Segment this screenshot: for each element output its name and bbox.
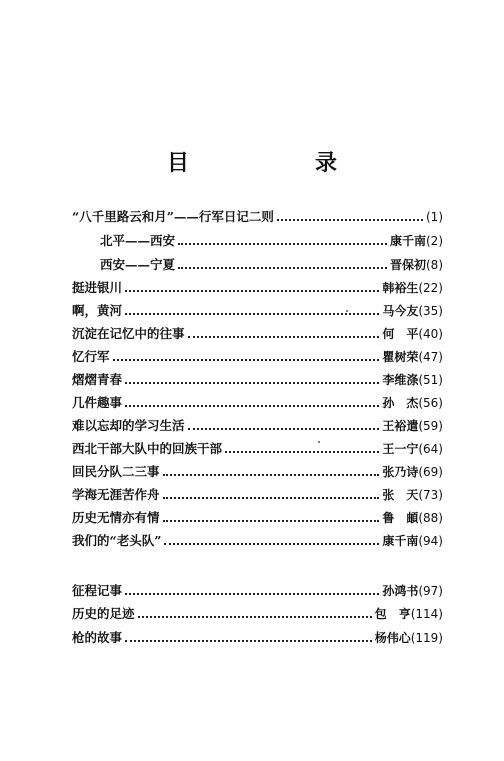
entry-title: 学海无涯苦作舟 <box>72 487 160 502</box>
dot-leader <box>113 359 380 361</box>
dot-leader <box>125 382 379 384</box>
entry-author: 康千南 <box>382 534 419 548</box>
entry-title: 枪的故事 <box>72 630 123 645</box>
entry-author: 韩裕生 <box>382 281 419 295</box>
entry-title: 我们的“老头队” <box>72 533 162 548</box>
toc-entry <box>100 253 443 273</box>
entry-title: 西北干部大队中的回族干部 <box>72 441 223 456</box>
toc-entry <box>72 460 443 480</box>
toc-entry <box>72 205 443 225</box>
toc-entry <box>72 391 443 411</box>
entry-author: 王一宁 <box>382 442 419 456</box>
dot-leader <box>188 336 380 338</box>
entry-title: 历史的足迹 <box>72 606 135 621</box>
entry-title: 西安——宁夏 <box>100 257 176 272</box>
dot-leader <box>164 543 379 545</box>
print-speck <box>346 310 348 312</box>
dot-leader <box>125 290 379 292</box>
entry-title: 征程记事 <box>72 583 123 598</box>
entry-page: (97) <box>418 584 443 598</box>
dot-leader <box>277 219 423 221</box>
toc-entry <box>72 483 443 503</box>
entry-page: (114) <box>410 607 443 621</box>
entry-author: 康千南 <box>389 234 426 248</box>
toc-entry <box>72 602 443 622</box>
dot-leader <box>178 243 387 245</box>
entry-title: 几件趣事 <box>72 395 123 410</box>
entry-author: 杨伟心 <box>374 631 411 645</box>
toc-entry <box>72 579 443 599</box>
entry-title: 挺进银川 <box>72 280 123 295</box>
entry-page: (22) <box>418 281 443 295</box>
toc-entry <box>72 414 443 434</box>
entry-page: (73) <box>418 488 443 502</box>
entry-page: (64) <box>418 442 443 456</box>
entry-page: (40) <box>418 327 443 341</box>
print-speck <box>318 441 320 443</box>
entry-title: 沉淀在记忆中的往事 <box>72 326 185 341</box>
dot-leader <box>125 405 379 407</box>
entry-author: 李维涤 <box>382 373 419 387</box>
dot-leader <box>125 313 379 315</box>
entry-title: 啊，黄河 <box>72 303 123 318</box>
dot-leader <box>188 428 380 430</box>
entry-page: (1) <box>426 210 443 224</box>
entry-page: (47) <box>418 350 443 364</box>
toc-entry <box>72 626 443 646</box>
dot-leader <box>125 640 372 642</box>
page-title: 目 录 <box>166 150 389 176</box>
toc-entry <box>72 437 443 457</box>
toc-entry <box>72 322 443 342</box>
entry-page: (51) <box>418 373 443 387</box>
entry-page: (2) <box>426 234 443 248</box>
toc-entry <box>72 506 443 526</box>
entry-page: (35) <box>418 304 443 318</box>
entry-author: 晋保初 <box>389 258 426 272</box>
dot-leader <box>178 267 387 269</box>
entry-author: 张乃诗 <box>382 465 419 479</box>
entry-author: 马今友 <box>382 304 419 318</box>
entry-author: 孙 杰 <box>382 396 419 410</box>
entry-title: 忆行军 <box>72 349 110 364</box>
entry-author: 何 平 <box>382 327 419 341</box>
entry-author: 张 天 <box>382 488 419 502</box>
entry-author: 包 亨 <box>374 607 411 621</box>
toc-entry <box>72 276 443 296</box>
entry-title: 历史无情亦有情 <box>72 510 160 525</box>
entry-page: (56) <box>418 396 443 410</box>
entry-title: 回民分队二三事 <box>72 464 160 479</box>
entry-page: (8) <box>426 258 443 272</box>
dot-leader <box>163 474 380 476</box>
toc-entry <box>72 529 443 549</box>
entry-page: (119) <box>410 631 443 645</box>
toc-entry <box>72 345 443 365</box>
toc-entry <box>72 299 443 319</box>
dot-leader <box>163 520 380 522</box>
toc-entry <box>72 368 443 388</box>
entry-title: 熠熠青春 <box>72 372 123 387</box>
entry-title: 北平——西安 <box>100 233 176 248</box>
entry-author: 孙鸿书 <box>382 584 419 598</box>
entry-author: 鲁 頔 <box>382 511 419 525</box>
dot-leader <box>163 497 380 499</box>
entry-title: “八千里路云和月”——行军日记二则 <box>72 209 274 224</box>
entry-author: 王裕遣 <box>382 419 419 433</box>
toc-entry <box>100 229 443 249</box>
dot-leader <box>225 451 379 453</box>
entry-page: (69) <box>418 465 443 479</box>
entry-author: 瞿树荣 <box>382 350 419 364</box>
entry-title: 难以忘却的学习生活 <box>72 418 185 433</box>
entry-page: (59) <box>418 419 443 433</box>
entry-page: (88) <box>418 511 443 525</box>
entry-page: (94) <box>418 534 443 548</box>
dot-leader <box>138 616 372 618</box>
dot-leader <box>125 593 379 595</box>
